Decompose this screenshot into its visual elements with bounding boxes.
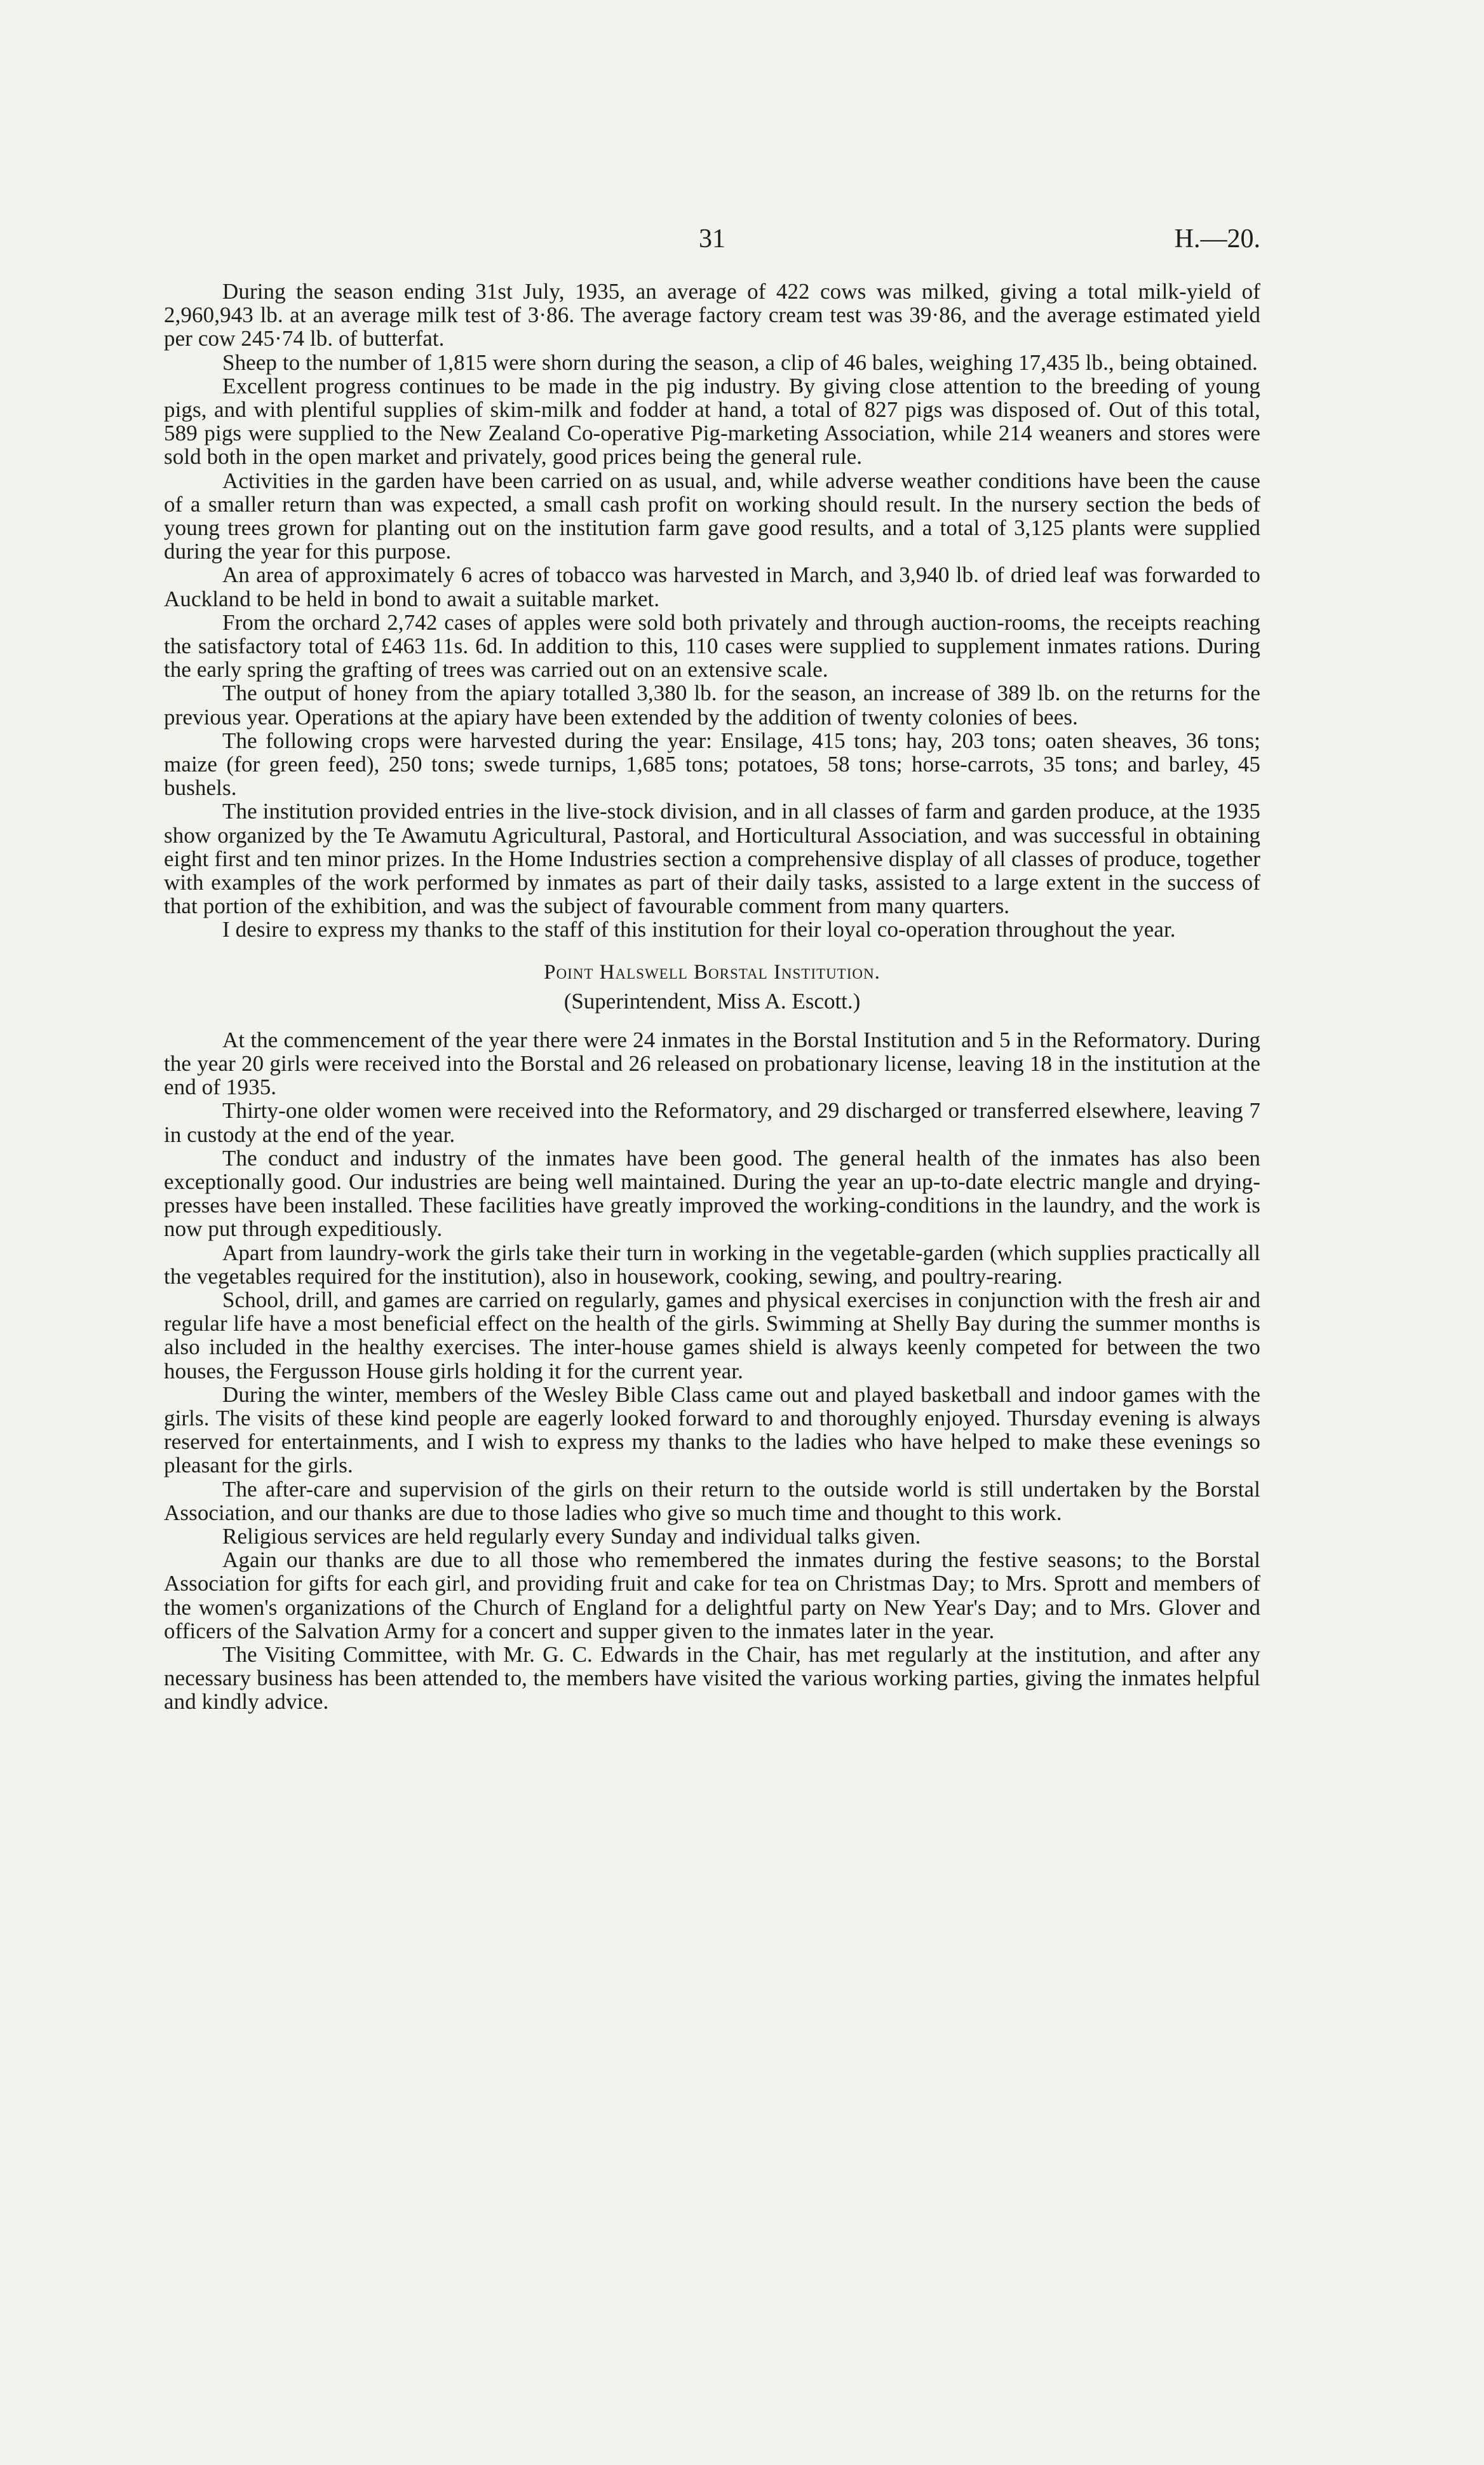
paragraph: The conduct and industry of the inmates have been good. The general health of the inmates has also been exceptionally good. Our industries are being well maintained. During the year an up-to-date electric mangle and drying-presses have been installed. These facilities have greatly improved the working-conditions in the laundry, and the work is now put through expeditiously. bbox=[164, 1145, 1260, 1242]
paragraph: An area of approximately 6 acres of tobacco was harvested in March, and 3,940 lb. of dried leaf was forwarded to Auckland to be held in bond to await a suitable market. bbox=[164, 562, 1260, 611]
page-number: 31 bbox=[699, 224, 725, 254]
document-body bbox=[164, 280, 1260, 1714]
paragraph: The institution provided entries in the live-stock division, and in all classes of farm and garden produce, at the 1935 show organized by the Te Awamutu Agricultural, Pastoral, and Horticultural Association, and was successful in obtaining eight first and ten minor prizes. In the Home Industries section a comprehensive display of all classes of produce, together with examples of the work performed by inmates as part of their daily tasks, assisted to a large extent in the success of that portion of the exhibition, and was the subject of favourable comment from many quarters. bbox=[164, 799, 1260, 919]
paragraph: I desire to express my thanks to the staff of this institution for their loyal co-operation throughout the year. bbox=[222, 917, 1176, 942]
paragraph: Again our thanks are due to all those who remembered the inmates during the festive seasons; to the Borstal Association for gifts for each girl, and providing fruit and cake for tea on Christmas Day; to Mrs. Sprott and members of the women's organizations of the Church of England for a delightful party on New Year's Day; and to Mrs. Glover and officers of the Salvation Army for a concert and supper given to the inmates later in the year. bbox=[164, 1547, 1260, 1643]
paragraph: Thirty-one older women were received into the Reformatory, and 29 discharged or transferred elsewhere, leaving 7 in custody at the end of the year. bbox=[164, 1098, 1260, 1147]
document-reference: H.—20. bbox=[1174, 224, 1260, 254]
paragraph: Religious services are held regularly every Sunday and individual talks given. bbox=[222, 1523, 921, 1549]
paragraph: At the commencement of the year there were 24 inmates in the Borstal Institution and 5 in the Reformatory. During the year 20 girls were received into the Borstal and 26 released on probationary license, leaving 18 in the institution at the end of 1935. bbox=[164, 1027, 1260, 1100]
paragraph: During the season ending 31st July, 1935, an average of 422 cows was milked, giving a total milk-yield of 2,960,943 lb. at an average milk test of 3·86. The average factory cream test was 39·86, and the average estimated yield per cow 245·74 lb. of butterfat. bbox=[164, 279, 1260, 351]
paragraph: Apart from laundry-work the girls take their turn in working in the vegetable-garden (which supplies practically all the vegetables required for the institution), also in housework, cooking, sewing, and poultry-rearing. bbox=[164, 1240, 1260, 1289]
paragraph: During the winter, members of the Wesley Bible Class came out and played basketball and indoor games with the girls. The visits of these kind people are eagerly looked forward to and thoroughly enjoyed. Thursday evening is always reserved for entertainments, and I wish to express my thanks to the ladies who have helped to make these evenings so pleasant for the girls. bbox=[164, 1382, 1260, 1478]
paragraph: School, drill, and games are carried on regularly, games and physical exercises in conjunction with the fresh air and regular life have a most beneficial effect on the health of the girls. Swimming at Shelly Bay during the summer months is also included in the healthy exercises. The inter-house games shield is always keenly competed for between the two houses, the Fergusson House girls holding it for the current year. bbox=[164, 1287, 1260, 1383]
paragraph: The after-care and supervision of the girls on their return to the outside world is still undertaken by the Borstal Association, and our thanks are due to those ladies who give so much time and thought to this work. bbox=[164, 1476, 1260, 1525]
paragraph: The output of honey from the apiary totalled 3,380 lb. for the season, an increase of 389 lb. on the returns for the previous year. Operations at the apiary have been extended by the addition of twenty colonies of bees. bbox=[164, 681, 1260, 730]
paragraph: Sheep to the number of 1,815 were shorn during the season, a clip of 46 bales, weighing 17,435 lb., being obtained. bbox=[222, 350, 1258, 375]
paragraph: Excellent progress continues to be made in the pig industry. By giving close attention to the breeding of young pigs, and with plentiful supplies of skim-milk and fodder at hand, a total of 827 pigs was disposed of. Out of this total, 589 pigs were supplied to the New Zealand Co-operative Pig-marketing Association, while 214 weaners and stores were sold both in the open market and privately, good prices being the general rule. bbox=[164, 373, 1260, 470]
paragraph: The Visiting Committee, with Mr. G. C. Edwards in the Chair, has met regularly at the institution, and after any necessary business has been attended to, the members have visited the various working parties, giving the inmates helpful and kindly advice. bbox=[164, 1641, 1260, 1715]
paragraph: The following crops were harvested during the year: Ensilage, 415 tons; hay, 203 tons; oaten sheaves, 36 tons; maize (for green feed), 250 tons; swede turnips, 1,685 tons; potatoes, 58 tons; horse-carrots, 35 tons; and barley, 45 bushels. bbox=[164, 728, 1260, 801]
paragraph: Activities in the garden have been carried on as usual, and, while adverse weather conditions have been the cause of a smaller return than was expected, a small cash profit on working should result. In the nursery section the beds of young trees grown for planting out on the institution farm gave good results, and a total of 3,125 plants were supplied during the year for this purpose. bbox=[164, 468, 1260, 564]
page-header bbox=[164, 224, 1260, 262]
section-heading: Point Halswell Borstal Institution. bbox=[544, 960, 880, 984]
paragraph: From the orchard 2,742 cases of apples were sold both privately and through auction-rooms, the receipts reaching the satisfactory total of £463 11s. 6d. In addition to this, 110 cases were supplied to supplement inmates rations. During the early spring the grafting of trees was carried out on an extensive scale. bbox=[164, 609, 1260, 682]
section-subheading: (Superintendent, Miss A. Escott.) bbox=[563, 988, 861, 1014]
